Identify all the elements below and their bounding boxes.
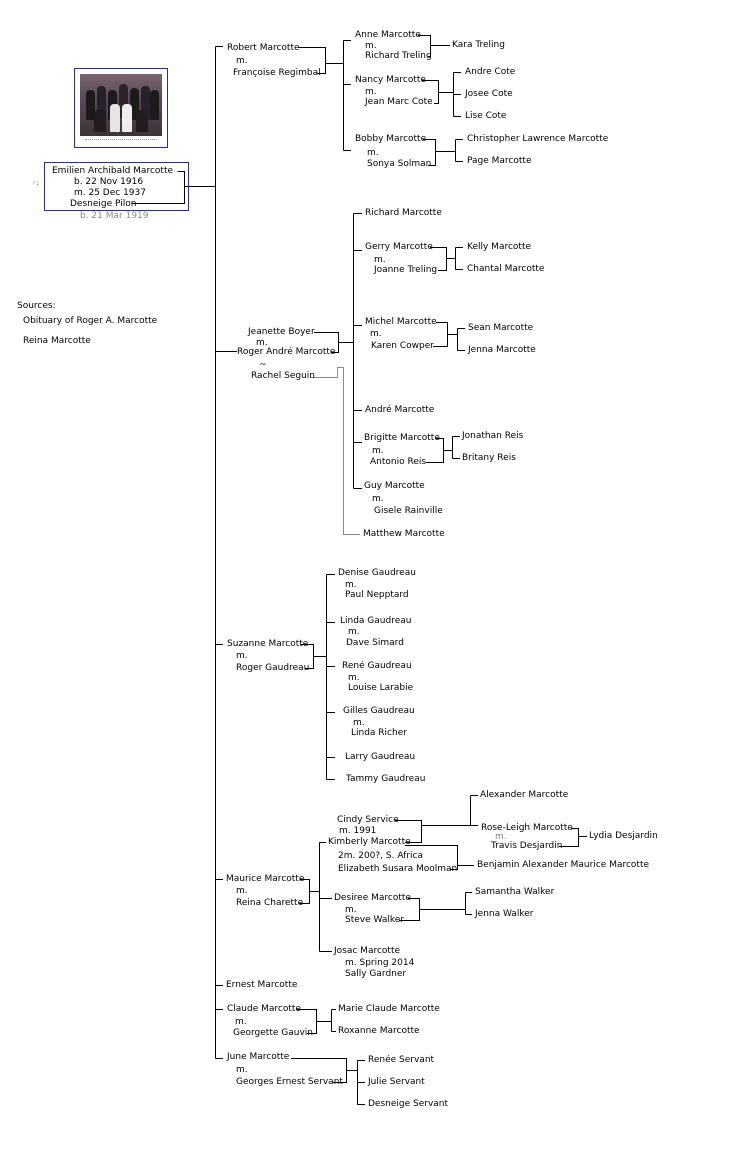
source-item[interactable]: Reina Marcotte [23, 336, 91, 346]
person-matthew[interactable]: Matthew Marcotte [363, 529, 445, 539]
person-spouse[interactable]: Rachel Seguin [251, 371, 315, 381]
person-ernest[interactable]: Ernest Marcotte [226, 980, 298, 990]
person-spouse[interactable]: Sonya Solman [367, 159, 432, 169]
person-gilles[interactable]: Gilles Gaudreau [343, 706, 415, 716]
marriage-label: m. 1991 [339, 826, 377, 836]
person-grandchild[interactable]: Julie Servant [368, 1077, 425, 1087]
marriage-label: m. [372, 494, 384, 504]
marriage-label: 2m. 200?, S. Africa [338, 851, 423, 861]
marriage-label: m. [236, 56, 248, 66]
person-andre[interactable]: André Marcotte [365, 405, 435, 415]
person-spouse[interactable]: Françoise Regimbal [233, 68, 321, 78]
person-great-grandchild[interactable]: Lydia Desjardin [589, 831, 658, 841]
person-spouse[interactable]: Louise Larabie [348, 683, 414, 693]
person-claude[interactable]: Claude Marcotte [227, 1004, 301, 1014]
marriage-label: m. [365, 87, 377, 97]
person-spouse[interactable]: Richard Treling [365, 51, 432, 61]
marriage-label: m. [348, 627, 360, 637]
person-robert[interactable]: Robert Marcotte [227, 43, 300, 53]
marriage-label: m. [495, 832, 507, 842]
marriage-label: m. [374, 255, 386, 265]
person-grandchild[interactable]: Christopher Lawrence Marcotte [467, 134, 609, 144]
person-anne[interactable]: Anne Marcotte [355, 30, 421, 40]
person-grandchild[interactable]: Jenna Marcotte [468, 345, 536, 355]
marriage-label: m. [345, 905, 357, 915]
person-rene[interactable]: René Gaudreau [342, 661, 412, 671]
person-michel[interactable]: Michel Marcotte [365, 317, 437, 327]
person-spouse[interactable]: Gisele Rainville [374, 506, 443, 516]
partnership-label: ~ [259, 360, 267, 370]
root-marriage: m. 25 Dec 1937 [74, 188, 146, 198]
person-grandchild[interactable]: Britany Reis [462, 453, 516, 463]
person-richard[interactable]: Richard Marcotte [365, 208, 442, 218]
person-kimberly[interactable]: Kimberly Marcotte [328, 837, 411, 847]
person-spouse[interactable]: Steve Walker [345, 915, 404, 925]
sources-heading: Sources: [17, 301, 56, 311]
person-denise[interactable]: Denise Gaudreau [338, 568, 416, 578]
person-grandchild[interactable]: Marie Claude Marcotte [338, 1004, 440, 1014]
expand-left-icon[interactable]: ◦: [32, 179, 39, 187]
person-grandchild[interactable]: Page Marcotte [467, 156, 532, 166]
root-spouse-name[interactable]: Desneige Pilon [70, 199, 137, 209]
person-roseleigh[interactable]: Rose-Leigh Marcotte [481, 823, 573, 833]
person-spouse[interactable]: Joanne Treling [374, 265, 438, 275]
family-photo[interactable] [74, 68, 168, 148]
person-gerry[interactable]: Gerry Marcotte [365, 242, 433, 252]
person-grandchild[interactable]: Kelly Marcotte [467, 242, 532, 252]
marriage-label: m. Spring 2014 [345, 958, 415, 968]
person-josac[interactable]: Josac Marcotte [334, 946, 401, 956]
person-guy[interactable]: Guy Marcotte [364, 481, 425, 491]
marriage-label: m. [235, 1017, 247, 1027]
person-grandchild[interactable]: Jonathan Reis [462, 431, 524, 441]
person-spouse[interactable]: Cindy Service [337, 815, 399, 825]
person-spouse[interactable]: Roger Gaudreau [236, 663, 310, 673]
person-bobby[interactable]: Bobby Marcotte [355, 134, 427, 144]
person-spouse[interactable]: Karen Cowper [371, 341, 434, 351]
person-grandchild[interactable]: Roxanne Marcotte [338, 1026, 420, 1036]
marriage-label: m. [370, 329, 382, 339]
person-grandchild[interactable]: Desneige Servant [368, 1099, 449, 1109]
person-spouse[interactable]: Jean Marc Cote [365, 97, 433, 107]
person-grandchild[interactable]: Jenna Walker [475, 909, 534, 919]
person-suzanne[interactable]: Suzanne Marcotte [227, 639, 309, 649]
person-spouse[interactable]: Antonio Reis [370, 457, 427, 467]
person-grandchild[interactable]: Lise Cote [465, 111, 507, 121]
person-grandchild[interactable]: Josee Cote [465, 89, 513, 99]
person-brigitte[interactable]: Brigitte Marcotte [364, 433, 440, 443]
family-photo-image [80, 74, 162, 136]
person-desiree[interactable]: Desiree Marcotte [334, 893, 411, 903]
source-item[interactable]: Obituary of Roger A. Marcotte [23, 316, 158, 326]
person-linda[interactable]: Linda Gaudreau [340, 616, 412, 626]
marriage-label: m. [236, 1065, 248, 1075]
marriage-label: m. [256, 338, 268, 348]
person-grandchild[interactable]: Andre Cote [465, 67, 516, 77]
person-spouse[interactable]: Linda Richer [351, 728, 407, 738]
person-spouse[interactable]: Travis Desjardin [491, 841, 563, 851]
person-grandchild[interactable]: Sean Marcotte [468, 323, 534, 333]
root-person-name[interactable]: Emilien Archibald Marcotte [52, 166, 174, 176]
person-grandchild[interactable]: Samantha Walker [475, 887, 555, 897]
person-nancy[interactable]: Nancy Marcotte [355, 75, 426, 85]
marriage-label: m. [236, 651, 248, 661]
person-roger[interactable]: Roger André Marcotte [237, 347, 336, 357]
person-june[interactable]: June Marcotte [227, 1052, 290, 1062]
marriage-label: m. [365, 41, 377, 51]
person-spouse[interactable]: Sally Gardner [345, 969, 407, 979]
person-grandchild[interactable]: Kara Treling [452, 40, 505, 50]
marriage-label: m. [345, 580, 357, 590]
person-spouse[interactable]: Jeanette Boyer [248, 327, 315, 337]
person-tammy[interactable]: Tammy Gaudreau [346, 774, 426, 784]
person-maurice[interactable]: Maurice Marcotte [226, 874, 305, 884]
marriage-label: m. [372, 446, 384, 456]
person-larry[interactable]: Larry Gaudreau [345, 752, 416, 762]
marriage-label: m. [353, 718, 365, 728]
person-spouse[interactable]: Georgette Gauvin [233, 1028, 313, 1038]
root-birth: b. 22 Nov 1916 [74, 177, 144, 187]
person-grandchild[interactable]: Benjamin Alexander Maurice Marcotte [477, 860, 650, 870]
person-spouse[interactable]: Paul Nepptard [345, 590, 409, 600]
person-grandchild[interactable]: Alexander Marcotte [480, 790, 569, 800]
root-spouse-birth: b. 21 Mar 1919 [80, 211, 149, 221]
person-grandchild[interactable]: Renée Servant [368, 1055, 435, 1065]
marriage-label: m. [236, 886, 248, 896]
photo-caption-line [85, 139, 157, 144]
person-spouse[interactable]: Dave Simard [346, 638, 404, 648]
person-spouse[interactable]: Elizabeth Susara Moolman [338, 864, 458, 874]
person-grandchild[interactable]: Chantal Marcotte [467, 264, 545, 274]
person-spouse[interactable]: Reina Charette [236, 898, 304, 908]
person-spouse[interactable]: Georges Ernest Servant [236, 1077, 343, 1087]
marriage-label: m. [367, 148, 379, 158]
marriage-label: m. [348, 673, 360, 683]
